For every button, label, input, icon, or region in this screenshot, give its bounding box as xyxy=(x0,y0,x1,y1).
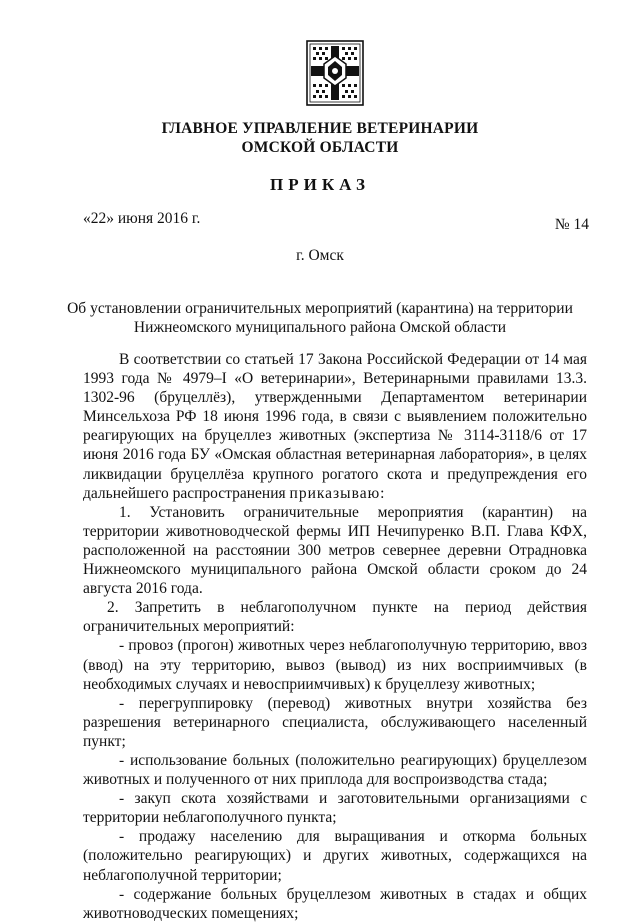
organization-name-line2: ОМСКОЙ ОБЛАСТИ xyxy=(241,139,399,156)
issue-city: г. Омск xyxy=(296,247,344,264)
prohibition-list-item: - использование больных (положительно реагирующих) бруцеллезом животных и полученного от них приплода для воспроизводства стада; xyxy=(83,751,587,789)
order-number: № 14 xyxy=(554,216,589,233)
item-1-paragraph: 1. Установить ограничительные мероприятия (карантин) на территории животноводческой фермы ИП Нечипуренко В.П. Глава КФХ, расположенной на расстоянии 300 метров севернее деревни Отрадновка Нижнеомского муниципального района Омской области сроком до 24 августа 2016 года. xyxy=(83,503,587,598)
prohibition-list-item: - перегруппировку (перевод) животных внутри хозяйства без разрешения ветеринарного специалиста, обслуживающего населенный пункт; xyxy=(83,694,587,750)
coat-of-arms-emblem xyxy=(306,40,364,106)
preamble-text: В соответствии со статьей 17 Закона Российской Федерации от 14 мая 1993 года № 4979–I «О ветеринарии», Ветеринарными правилами 13.3. 1302-96 (бруцеллёз), утвержденными Департаментом ветеринарии Минсельхоза РФ 18 июня 1996 года, в связи с выявлением положительно реагирующих на бруцеллез животных (экспертиза № 3114-3118/6 от 17 июня 2016 года БУ «Омская областная ветеринарная лаборатория», в целях ликвидации бруцеллёза крупного рогатого скота и предупреждения его дальнейшего распространения xyxy=(83,351,587,502)
order-date: «22» июня 2016 г. xyxy=(83,210,201,227)
order-body xyxy=(83,350,587,923)
document-title: ПРИКАЗ xyxy=(270,175,370,194)
preamble-directive: приказываю: xyxy=(289,484,386,502)
order-subject xyxy=(0,299,640,337)
prohibition-list-item: - содержание больных бруцеллезом животных в стадах и общих животноводческих помещениях; xyxy=(83,885,587,922)
order-subject-line1: Об установлении ограничительных мероприятий (карантина) на территории xyxy=(67,300,573,317)
preamble-paragraph xyxy=(83,350,587,503)
prohibition-list-item: - провоз (прогон) животных через неблагополучную территорию, ввоз (ввод) на эту территорию, вывоз (вывод) из них восприимчивых (в необходимых случаях и невосприимчивых) к бруцеллезу животных; xyxy=(83,637,587,693)
order-subject-line2: Нижнеомского муниципального района Омской области xyxy=(133,319,507,336)
prohibition-list-item: - закуп скота хозяйствами и заготовительными организациями с территории неблагополучного пункта; xyxy=(83,790,587,827)
prohibition-list-item: - продажу населению для выращивания и откорма больных (положительно реагирующих) и других животных, содержащихся на неблагополучной территории; xyxy=(83,828,587,884)
item-2-paragraph: 2. Запретить в неблагополучном пункте на период действия ограничительных мероприятий: xyxy=(83,599,587,636)
organization-name-line1: ГЛАВНОЕ УПРАВЛЕНИЕ ВЕТЕРИНАРИИ xyxy=(161,120,479,137)
